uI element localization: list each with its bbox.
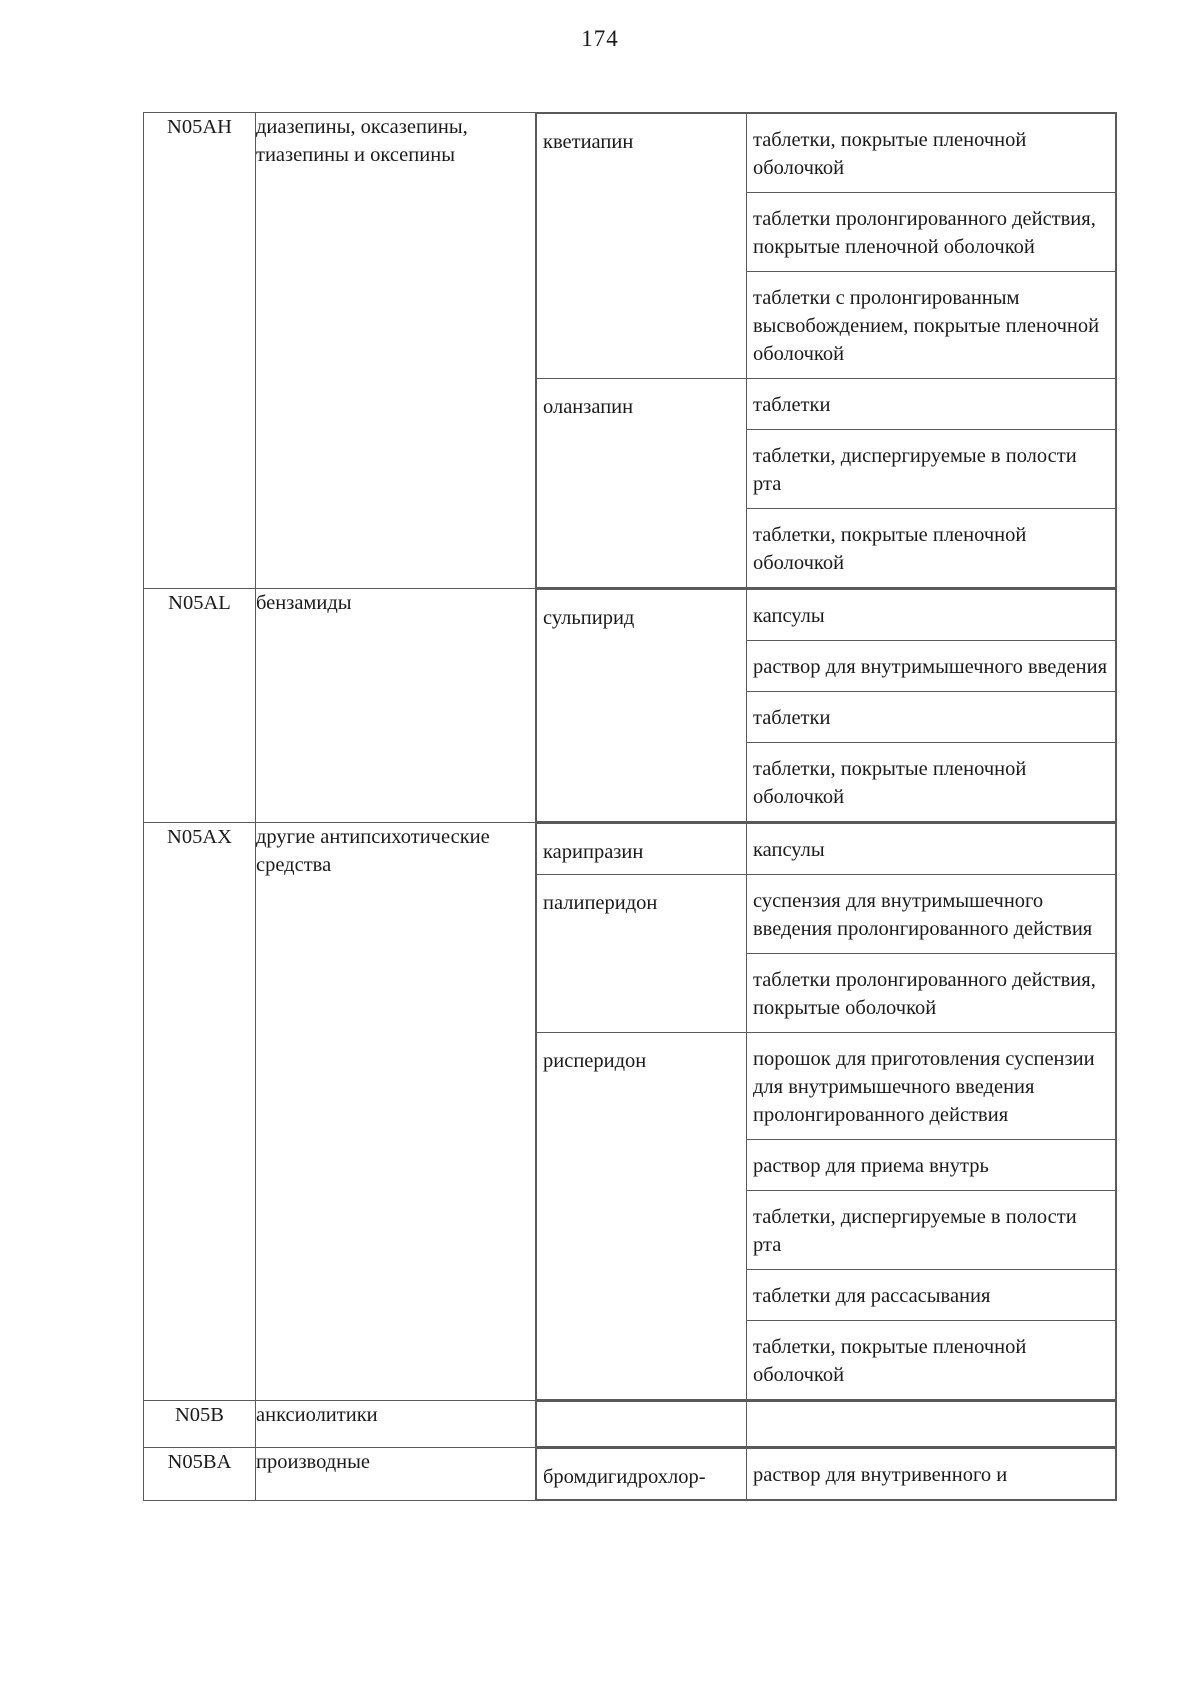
dosage-form bbox=[747, 1402, 1115, 1446]
ingredient-name: рисперидон bbox=[543, 1050, 647, 1072]
dosage-form: раствор для внутривенного и bbox=[753, 1464, 1008, 1486]
atc-code-cell: N05AL bbox=[144, 589, 256, 823]
group-name-cell: другие антипсихотические средства bbox=[256, 823, 536, 1401]
group-name-cell: анксиолитики bbox=[256, 1401, 536, 1448]
ingredient-name bbox=[537, 1402, 746, 1416]
ingredients-cell bbox=[536, 589, 1117, 823]
ingredient-name-cell bbox=[537, 379, 747, 588]
atc-code-cell: N05BA bbox=[144, 1448, 256, 1501]
dosage-form: таблетки, диспергируемые в полости рта bbox=[747, 430, 1115, 509]
atc-code-cell: N05B bbox=[144, 1401, 256, 1448]
atc-code-cell: N05AH bbox=[144, 113, 256, 589]
table-row bbox=[144, 113, 1117, 589]
dosage-forms-cell bbox=[747, 875, 1116, 1033]
dosage-form: таблетки bbox=[747, 692, 1115, 743]
table-row bbox=[144, 823, 1117, 1401]
ingredient-row bbox=[537, 1033, 1116, 1400]
ingredient-name-cell bbox=[537, 1402, 747, 1447]
ingredients-table bbox=[536, 823, 1116, 1400]
dosage-forms-cell bbox=[747, 590, 1116, 822]
dosage-form: таблетки для рассасывания bbox=[747, 1270, 1115, 1321]
dosage-forms-cell bbox=[747, 1402, 1116, 1447]
ingredient-name-cell bbox=[537, 1449, 747, 1500]
dosage-forms-cell bbox=[747, 114, 1116, 379]
ingredients-table bbox=[536, 1448, 1116, 1500]
ingredient-name: кветиапин bbox=[543, 131, 634, 153]
ingredients-table bbox=[536, 113, 1116, 588]
dosage-form: капсулы bbox=[753, 839, 825, 861]
ingredient-name: карипразин bbox=[543, 841, 644, 863]
atc-code-cell: N05AX bbox=[144, 823, 256, 1401]
table-row bbox=[144, 589, 1117, 823]
dosage-forms-cell bbox=[747, 379, 1116, 588]
ingredient-name: палиперидон bbox=[543, 892, 658, 914]
dosage-form: таблетки пролонгированного действия, покрытые пленочной оболочкой bbox=[747, 193, 1115, 272]
ingredient-name-cell bbox=[537, 875, 747, 1033]
ingredient-name-cell bbox=[537, 1033, 747, 1400]
table-body bbox=[144, 113, 1117, 1501]
ingredient-name: оланзапин bbox=[543, 396, 634, 418]
dosage-form: таблетки с пролонгированным высвобождением, покрытые пленочной оболочкой bbox=[753, 287, 1100, 365]
ingredient-name: бромдигидрохлор- bbox=[543, 1466, 706, 1488]
ingredient-row bbox=[537, 590, 1116, 822]
dosage-forms-cell bbox=[747, 1449, 1116, 1500]
ingredient-row bbox=[537, 824, 1116, 875]
ingredient-row bbox=[537, 379, 1116, 588]
ingredient-name: сульпирид bbox=[543, 607, 635, 629]
ingredients-table bbox=[536, 1401, 1116, 1447]
dosage-forms-cell bbox=[747, 824, 1116, 875]
dosage-form: таблетки, покрытые пленочной оболочкой bbox=[753, 1336, 1027, 1386]
ingredient-row bbox=[537, 1402, 1116, 1447]
group-name-cell: диазепины, оксазепины, тиазепины и оксепины bbox=[256, 113, 536, 589]
group-name-cell: производные bbox=[256, 1448, 536, 1501]
dosage-form: таблетки, покрытые пленочной оболочкой bbox=[753, 758, 1027, 808]
dosage-form: раствор для приема внутрь bbox=[747, 1140, 1115, 1191]
dosage-form: суспензия для внутримышечного введения пролонгированного действия bbox=[747, 875, 1115, 954]
ingredients-cell bbox=[536, 1448, 1117, 1501]
table-row bbox=[144, 1448, 1117, 1501]
ingredient-name-cell bbox=[537, 114, 747, 379]
dosage-form: порошок для приготовления суспензии для внутримышечного введения пролонгированного действия bbox=[747, 1033, 1115, 1140]
drug-table bbox=[143, 112, 1117, 1501]
dosage-forms-cell bbox=[747, 1033, 1116, 1400]
table-row bbox=[144, 1401, 1117, 1448]
ingredient-name-cell bbox=[537, 824, 747, 875]
ingredients-table bbox=[536, 589, 1116, 822]
ingredient-name-cell bbox=[537, 590, 747, 822]
ingredient-row bbox=[537, 1449, 1116, 1500]
ingredients-cell bbox=[536, 1401, 1117, 1448]
ingredients-cell bbox=[536, 113, 1117, 589]
dosage-form: капсулы bbox=[747, 590, 1115, 641]
dosage-form: раствор для внутримышечного введения bbox=[747, 641, 1115, 692]
dosage-form: таблетки, покрытые пленочной оболочкой bbox=[747, 114, 1115, 193]
dosage-form: таблетки пролонгированного действия, покрытые оболочкой bbox=[753, 969, 1096, 1019]
dosage-form: таблетки bbox=[747, 379, 1115, 430]
dosage-form: таблетки, покрытые пленочной оболочкой bbox=[753, 524, 1027, 574]
dosage-form: таблетки, диспергируемые в полости рта bbox=[747, 1191, 1115, 1270]
page-number: 174 bbox=[581, 26, 619, 51]
ingredient-row bbox=[537, 875, 1116, 1033]
ingredient-row bbox=[537, 114, 1116, 379]
ingredients-cell bbox=[536, 823, 1117, 1401]
group-name-cell: бензамиды bbox=[256, 589, 536, 823]
